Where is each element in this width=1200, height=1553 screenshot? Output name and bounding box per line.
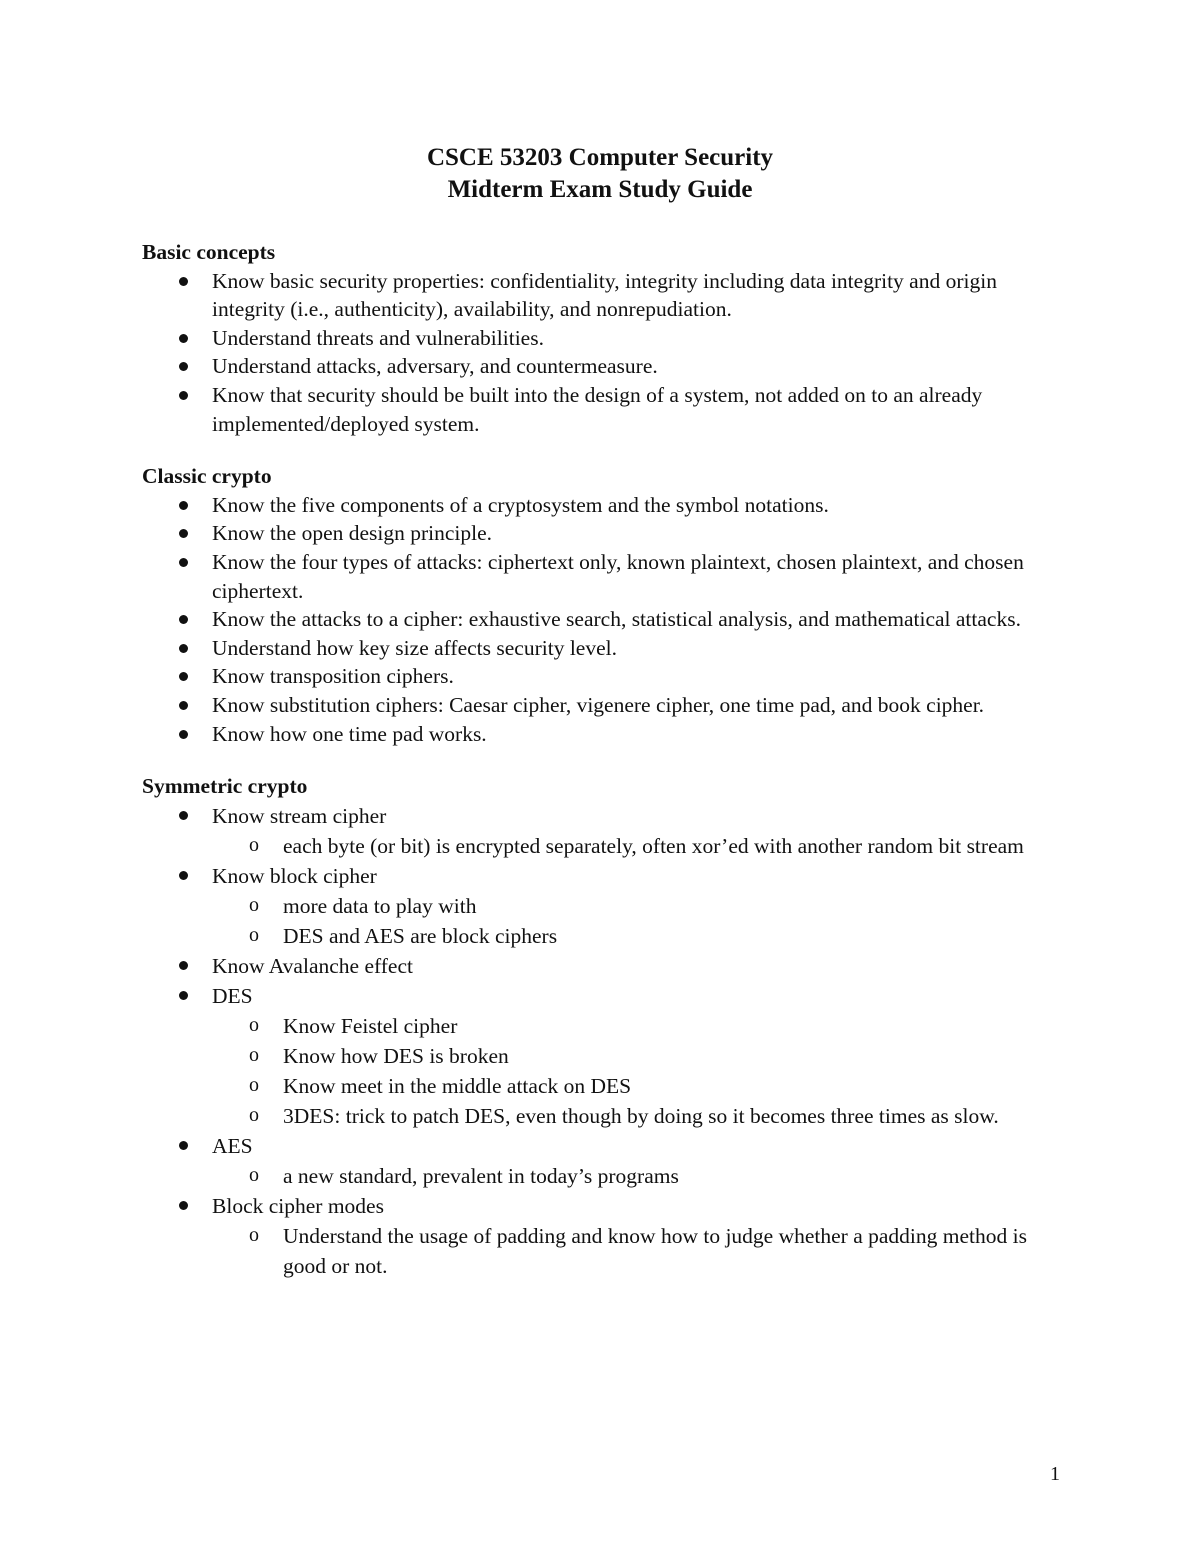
list-item <box>212 519 1062 548</box>
list-item <box>212 861 1062 951</box>
list-item-text: Know stream cipher <box>212 803 387 828</box>
section-heading: Symmetric crypto <box>142 774 308 799</box>
list-item <box>212 1191 1062 1281</box>
bullet-list <box>142 801 1062 1281</box>
sub-bullet-list <box>212 1161 1062 1191</box>
guide-title: Midterm Exam Study Guide <box>447 176 753 203</box>
study-guide-content <box>142 238 1062 1305</box>
list-item-text: Know substitution ciphers: Caesar cipher, vigenere cipher, one time pad, and book cipher. <box>212 692 985 717</box>
bullet-dot-icon <box>179 277 188 286</box>
list-item-text: Know basic security properties: confidentiality, integrity including data integrity and origin integrity (i.e., authenticity), availability, and nonrepudiation. <box>212 268 997 322</box>
section-basic-concepts <box>142 238 1062 438</box>
course-title: CSCE 53203 Computer Security <box>426 144 774 171</box>
sub-bullet-list <box>212 891 1062 951</box>
sub-list-item-text: 3DES: trick to patch DES, even though by doing so it becomes three times as slow. <box>283 1103 999 1128</box>
list-item <box>212 981 1062 1131</box>
circle-bullet-icon: o <box>249 923 259 946</box>
circle-bullet-icon: o <box>249 1103 259 1126</box>
list-item-text: Know the attacks to a cipher: exhaustive search, statistical analysis, and mathematical attacks. <box>212 607 1021 632</box>
bullet-dot-icon <box>179 615 188 624</box>
list-item-text: DES <box>212 983 253 1008</box>
list-item-text: Know that security should be built into the design of a system, not added on to an already implemented/deployed system. <box>212 382 983 436</box>
bullet-dot-icon <box>179 334 188 343</box>
list-item <box>212 605 1062 634</box>
bullet-dot-icon <box>179 558 188 567</box>
circle-bullet-icon: o <box>249 1013 259 1036</box>
bullet-dot-icon <box>179 730 188 739</box>
circle-bullet-icon: o <box>249 893 259 916</box>
list-item-text: Understand threats and vulnerabilities. <box>212 325 544 350</box>
list-item <box>212 691 1062 720</box>
sub-list-item-text: a new standard, prevalent in today’s programs <box>283 1163 679 1188</box>
list-item-text: Know the four types of attacks: ciphertext only, known plaintext, chosen plaintext, and chosen ciphertext. <box>212 549 1024 603</box>
list-item-text: Know the open design principle. <box>212 521 493 546</box>
bullet-dot-icon <box>179 644 188 653</box>
bullet-dot-icon <box>179 701 188 710</box>
list-item <box>212 324 1062 353</box>
list-item-text: Know how one time pad works. <box>212 721 487 746</box>
bullet-dot-icon <box>179 672 188 681</box>
sub-list-item <box>249 1011 1062 1041</box>
circle-bullet-icon: o <box>249 833 259 856</box>
list-item <box>212 634 1062 663</box>
bullet-list <box>142 267 1062 439</box>
section-heading: Basic concepts <box>142 240 276 264</box>
sub-list-item <box>249 1161 1062 1191</box>
sub-list-item <box>249 1101 1062 1131</box>
sub-list-item-text: more data to play with <box>283 893 477 918</box>
sub-list-item <box>249 1071 1062 1101</box>
bullet-dot-icon <box>179 529 188 538</box>
sub-bullet-list <box>212 1221 1062 1281</box>
list-item-text: Block cipher modes <box>212 1193 384 1218</box>
sub-list-item <box>249 891 1062 921</box>
bullet-dot-icon <box>179 1201 188 1210</box>
list-item <box>212 381 1062 438</box>
circle-bullet-icon: o <box>249 1043 259 1066</box>
list-item <box>212 352 1062 381</box>
list-item-text: Know Avalanche effect <box>212 953 413 978</box>
list-item <box>212 548 1062 605</box>
sub-bullet-list <box>212 1011 1062 1131</box>
list-item-text: AES <box>212 1133 253 1158</box>
list-item-text: Know block cipher <box>212 863 377 888</box>
section-classic-crypto <box>142 462 1062 748</box>
list-item <box>212 720 1062 749</box>
list-item <box>212 1131 1062 1191</box>
sub-list-item-text: each byte (or bit) is encrypted separately, often xor’ed with another random bit stream <box>283 833 1024 858</box>
bullet-dot-icon <box>179 1141 188 1150</box>
sub-list-item <box>249 921 1062 951</box>
sub-list-item-text: Know how DES is broken <box>283 1043 509 1068</box>
list-item <box>212 801 1062 861</box>
bullet-dot-icon <box>179 991 188 1000</box>
sub-list-item-text: DES and AES are block ciphers <box>283 923 558 948</box>
page-number: 1 <box>1050 1463 1060 1485</box>
bullet-dot-icon <box>179 811 188 820</box>
document-title <box>0 142 1200 206</box>
bullet-list <box>142 491 1062 748</box>
sub-list-item-text: Know Feistel cipher <box>283 1013 458 1038</box>
bullet-dot-icon <box>179 391 188 400</box>
bullet-dot-icon <box>179 871 188 880</box>
sub-list-item-text: Understand the usage of padding and know how to judge whether a padding method is good or not. <box>283 1223 1027 1278</box>
list-item <box>212 267 1062 324</box>
list-item <box>212 951 1062 981</box>
sub-list-item <box>249 831 1062 861</box>
list-item-text: Understand how key size affects security level. <box>212 635 617 660</box>
section-heading: Classic crypto <box>142 464 272 489</box>
list-item-text: Understand attacks, adversary, and countermeasure. <box>212 354 658 379</box>
list-item-text: Know the five components of a cryptosystem and the symbol notations. <box>212 492 829 517</box>
bullet-dot-icon <box>179 961 188 970</box>
sub-list-item-text: Know meet in the middle attack on DES <box>283 1073 632 1098</box>
sub-list-item <box>249 1041 1062 1071</box>
sub-list-item <box>249 1221 1062 1281</box>
list-item <box>212 662 1062 691</box>
list-item-text: Know transposition ciphers. <box>212 664 454 689</box>
circle-bullet-icon: o <box>249 1073 259 1096</box>
bullet-dot-icon <box>179 362 188 371</box>
circle-bullet-icon: o <box>249 1223 259 1246</box>
section-symmetric-crypto <box>142 772 1062 1281</box>
bullet-dot-icon <box>179 501 188 510</box>
sub-bullet-list <box>212 831 1062 861</box>
list-item <box>212 491 1062 520</box>
circle-bullet-icon: o <box>249 1163 259 1186</box>
